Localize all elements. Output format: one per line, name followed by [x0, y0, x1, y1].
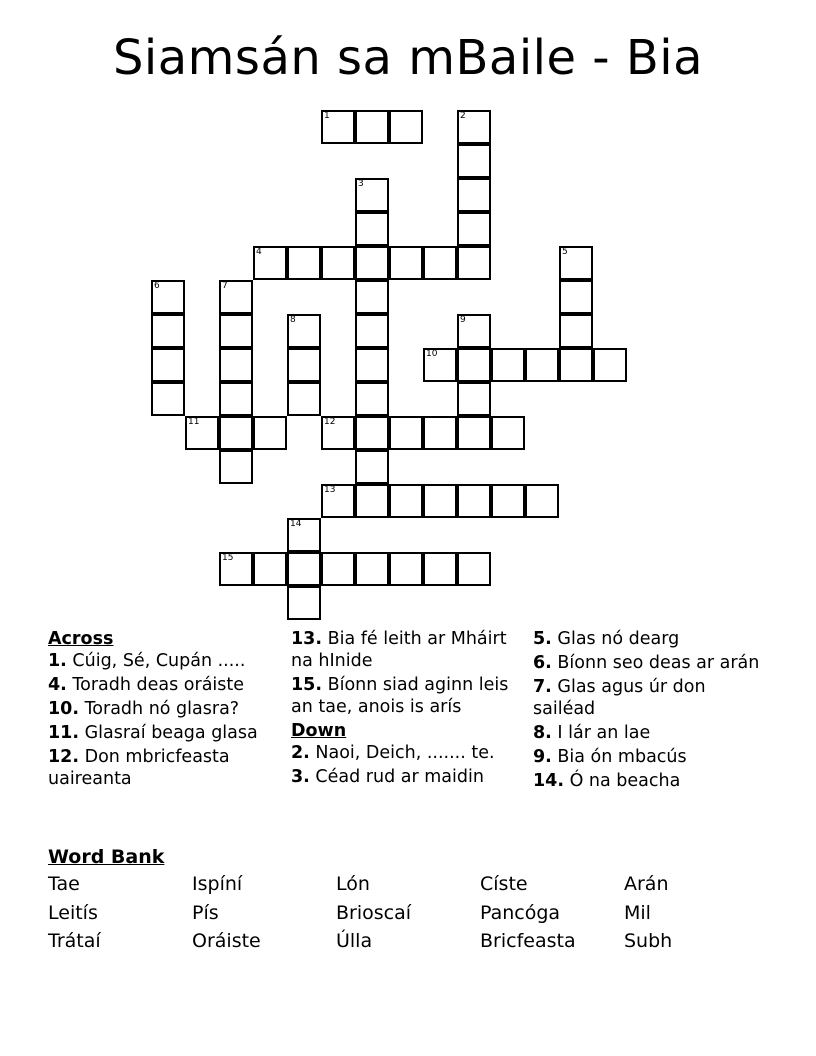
word-bank-row — [48, 930, 768, 959]
clue-num: 2. — [291, 743, 310, 763]
clue-num: 1. — [48, 651, 67, 671]
word-bank-word: Lón — [336, 873, 370, 895]
crossword-cell[interactable] — [355, 416, 389, 450]
crossword-cell[interactable] — [219, 348, 253, 382]
crossword-cell[interactable] — [491, 348, 525, 382]
crossword-cell[interactable] — [457, 552, 491, 586]
clue-num: 10. — [48, 699, 80, 719]
clue — [291, 742, 523, 764]
clue-text: Glasraí beaga glasa — [84, 723, 258, 743]
crossword-cell[interactable] — [253, 246, 287, 280]
crossword-cell[interactable] — [287, 348, 321, 382]
clue — [48, 746, 280, 790]
clue — [533, 652, 765, 674]
crossword-cell[interactable] — [389, 246, 423, 280]
crossword-cell[interactable] — [253, 552, 287, 586]
crossword-cell[interactable] — [389, 484, 423, 518]
crossword-cell[interactable] — [151, 348, 185, 382]
crossword-cell[interactable] — [219, 382, 253, 416]
crossword-cell[interactable] — [355, 348, 389, 382]
word-bank-word: Arán — [624, 873, 669, 895]
crossword-cell[interactable] — [185, 416, 219, 450]
clue-text: Naoi, Deich, ....... te. — [315, 743, 495, 763]
crossword-cell[interactable] — [355, 280, 389, 314]
crossword-cell[interactable] — [457, 144, 491, 178]
clue-column-1 — [48, 628, 280, 792]
crossword-cell[interactable] — [287, 518, 321, 552]
clue — [533, 722, 765, 744]
crossword-cell[interactable] — [559, 348, 593, 382]
word-bank-word: Císte — [480, 873, 528, 895]
crossword-cell[interactable] — [219, 416, 253, 450]
clue — [533, 770, 765, 792]
crossword-cell[interactable] — [355, 178, 389, 212]
clue — [48, 674, 280, 696]
crossword-cell[interactable] — [287, 382, 321, 416]
clue-number: 6 — [154, 281, 160, 291]
crossword-cell[interactable] — [457, 314, 491, 348]
crossword-cell[interactable] — [457, 212, 491, 246]
clue-num: 8. — [533, 723, 552, 743]
clue-text: Toradh nó glasra? — [84, 699, 240, 719]
crossword-cell[interactable] — [457, 382, 491, 416]
crossword-cell[interactable] — [355, 552, 389, 586]
clue — [48, 650, 280, 672]
clue-text: Bíonn seo deas ar arán — [557, 653, 760, 673]
word-bank-heading: Word Bank — [48, 846, 165, 868]
word-bank-word: Leitís — [48, 901, 98, 924]
crossword-cell[interactable] — [457, 246, 491, 280]
crossword-cell[interactable] — [287, 246, 321, 280]
clue-number: 7 — [222, 281, 228, 291]
clue-number: 12 — [324, 417, 336, 427]
clue-num: 6. — [533, 653, 552, 673]
word-bank-word: Tae — [48, 873, 80, 895]
word-bank-word: Brioscaí — [336, 901, 412, 924]
crossword-cell[interactable] — [355, 212, 389, 246]
crossword-cell[interactable] — [593, 348, 627, 382]
crossword-cell[interactable] — [457, 416, 491, 450]
clue-text: Bia fé leith ar Mháirt na hInide — [291, 629, 507, 671]
word-bank-word: Ispíní — [192, 873, 243, 895]
crossword-cell[interactable] — [151, 280, 185, 314]
clue-number: 3 — [358, 179, 364, 189]
clue-number: 10 — [426, 349, 438, 359]
word-bank — [48, 873, 768, 959]
crossword-cell[interactable] — [355, 484, 389, 518]
clue-text: Glas agus úr don sailéad — [533, 677, 706, 719]
clue — [48, 698, 280, 720]
crossword-cell[interactable] — [457, 484, 491, 518]
crossword-cell[interactable] — [321, 552, 355, 586]
clue-text: I lár an lae — [557, 723, 651, 743]
crossword-cell[interactable] — [321, 246, 355, 280]
crossword-cell[interactable] — [151, 314, 185, 348]
clue-text: Toradh deas oráiste — [72, 675, 245, 695]
crossword-cell[interactable] — [321, 110, 355, 144]
crossword-cell[interactable] — [457, 348, 491, 382]
clue-text: Bia ón mbacús — [557, 747, 687, 767]
clue-text: Bíonn siad aginn leis an tae, anois is arís — [291, 675, 509, 717]
clue-number: 5 — [562, 247, 568, 257]
crossword-cell[interactable] — [559, 280, 593, 314]
crossword-cell[interactable] — [423, 348, 457, 382]
crossword-cell[interactable] — [525, 484, 559, 518]
word-bank-word: Bricfeasta — [480, 930, 576, 952]
crossword-cell[interactable] — [423, 416, 457, 450]
clue-num: 13. — [291, 629, 323, 649]
crossword-cell[interactable] — [355, 110, 389, 144]
clue-text: Céad rud ar maidin — [315, 767, 484, 787]
crossword-cell[interactable] — [525, 348, 559, 382]
crossword-cell[interactable] — [355, 246, 389, 280]
crossword-cell[interactable] — [219, 314, 253, 348]
crossword-cell[interactable] — [253, 416, 287, 450]
crossword-cell[interactable] — [287, 314, 321, 348]
clue-column-3 — [533, 628, 765, 794]
crossword-cell[interactable] — [219, 450, 253, 484]
clue-number: 2 — [460, 111, 466, 121]
clue-number: 11 — [188, 417, 200, 427]
crossword-cell[interactable] — [423, 246, 457, 280]
crossword-cell[interactable] — [389, 110, 423, 144]
clue — [533, 746, 765, 768]
crossword-cell[interactable] — [151, 382, 185, 416]
clue-number: 15 — [222, 553, 234, 563]
crossword-cell[interactable] — [287, 586, 321, 620]
crossword-cell[interactable] — [457, 178, 491, 212]
word-bank-word: Úlla — [336, 930, 373, 952]
clue — [291, 766, 523, 788]
crossword-cell[interactable] — [355, 382, 389, 416]
word-bank-word: Mil — [624, 901, 651, 924]
clue-text: Ó na beacha — [569, 771, 681, 791]
crossword-cell[interactable] — [559, 246, 593, 280]
clue-num: 9. — [533, 747, 552, 767]
crossword-cell[interactable] — [219, 552, 253, 586]
word-bank-word: Trátaí — [48, 930, 101, 952]
clue-num: 4. — [48, 675, 67, 695]
clue-num: 14. — [533, 771, 565, 791]
crossword-cell[interactable] — [389, 552, 423, 586]
word-bank-word: Pancóga — [480, 901, 561, 924]
word-bank-word: Pís — [192, 901, 219, 924]
crossword-cell[interactable] — [355, 450, 389, 484]
page-title: Siamsán sa mBaile - Bia — [112, 30, 704, 86]
word-bank-word: Subh — [624, 930, 673, 952]
word-bank-row — [48, 902, 768, 931]
crossword-cell[interactable] — [423, 484, 457, 518]
clue-column-2 — [291, 628, 523, 790]
clue-num: 7. — [533, 677, 552, 697]
clue-num: 12. — [48, 747, 80, 767]
clue-num: 15. — [291, 675, 323, 695]
clue-num: 3. — [291, 767, 310, 787]
clue-num: 11. — [48, 723, 80, 743]
clue-text: Cúig, Sé, Cupán ..... — [72, 651, 246, 671]
clue-number: 4 — [256, 247, 262, 257]
crossword-cell[interactable] — [355, 314, 389, 348]
clue-text: Glas nó dearg — [557, 629, 680, 649]
crossword-cell[interactable] — [423, 552, 457, 586]
clue — [48, 722, 280, 744]
word-bank-row — [48, 873, 768, 902]
clue-text: Don mbricfeasta uaireanta — [48, 747, 230, 789]
clue-number: 1 — [324, 111, 330, 121]
clue-number: 14 — [290, 519, 302, 529]
clue — [533, 676, 765, 720]
crossword-cell[interactable] — [559, 314, 593, 348]
clue-number: 8 — [290, 315, 296, 325]
clue-number: 13 — [324, 485, 336, 495]
down-heading: Down — [291, 721, 347, 741]
clue-num: 5. — [533, 629, 552, 649]
crossword-cell[interactable] — [491, 484, 525, 518]
crossword-cell[interactable] — [321, 484, 355, 518]
clue — [533, 628, 765, 650]
crossword-cell[interactable] — [321, 416, 355, 450]
crossword-cell[interactable] — [457, 110, 491, 144]
crossword-cell[interactable] — [491, 416, 525, 450]
crossword-cell[interactable] — [389, 416, 423, 450]
crossword-cell[interactable] — [287, 552, 321, 586]
clue-number: 9 — [460, 315, 466, 325]
clue — [291, 674, 523, 718]
across-heading: Across — [48, 629, 114, 649]
word-bank-word: Oráiste — [192, 930, 261, 952]
crossword-cell[interactable] — [219, 280, 253, 314]
clue — [291, 628, 523, 672]
